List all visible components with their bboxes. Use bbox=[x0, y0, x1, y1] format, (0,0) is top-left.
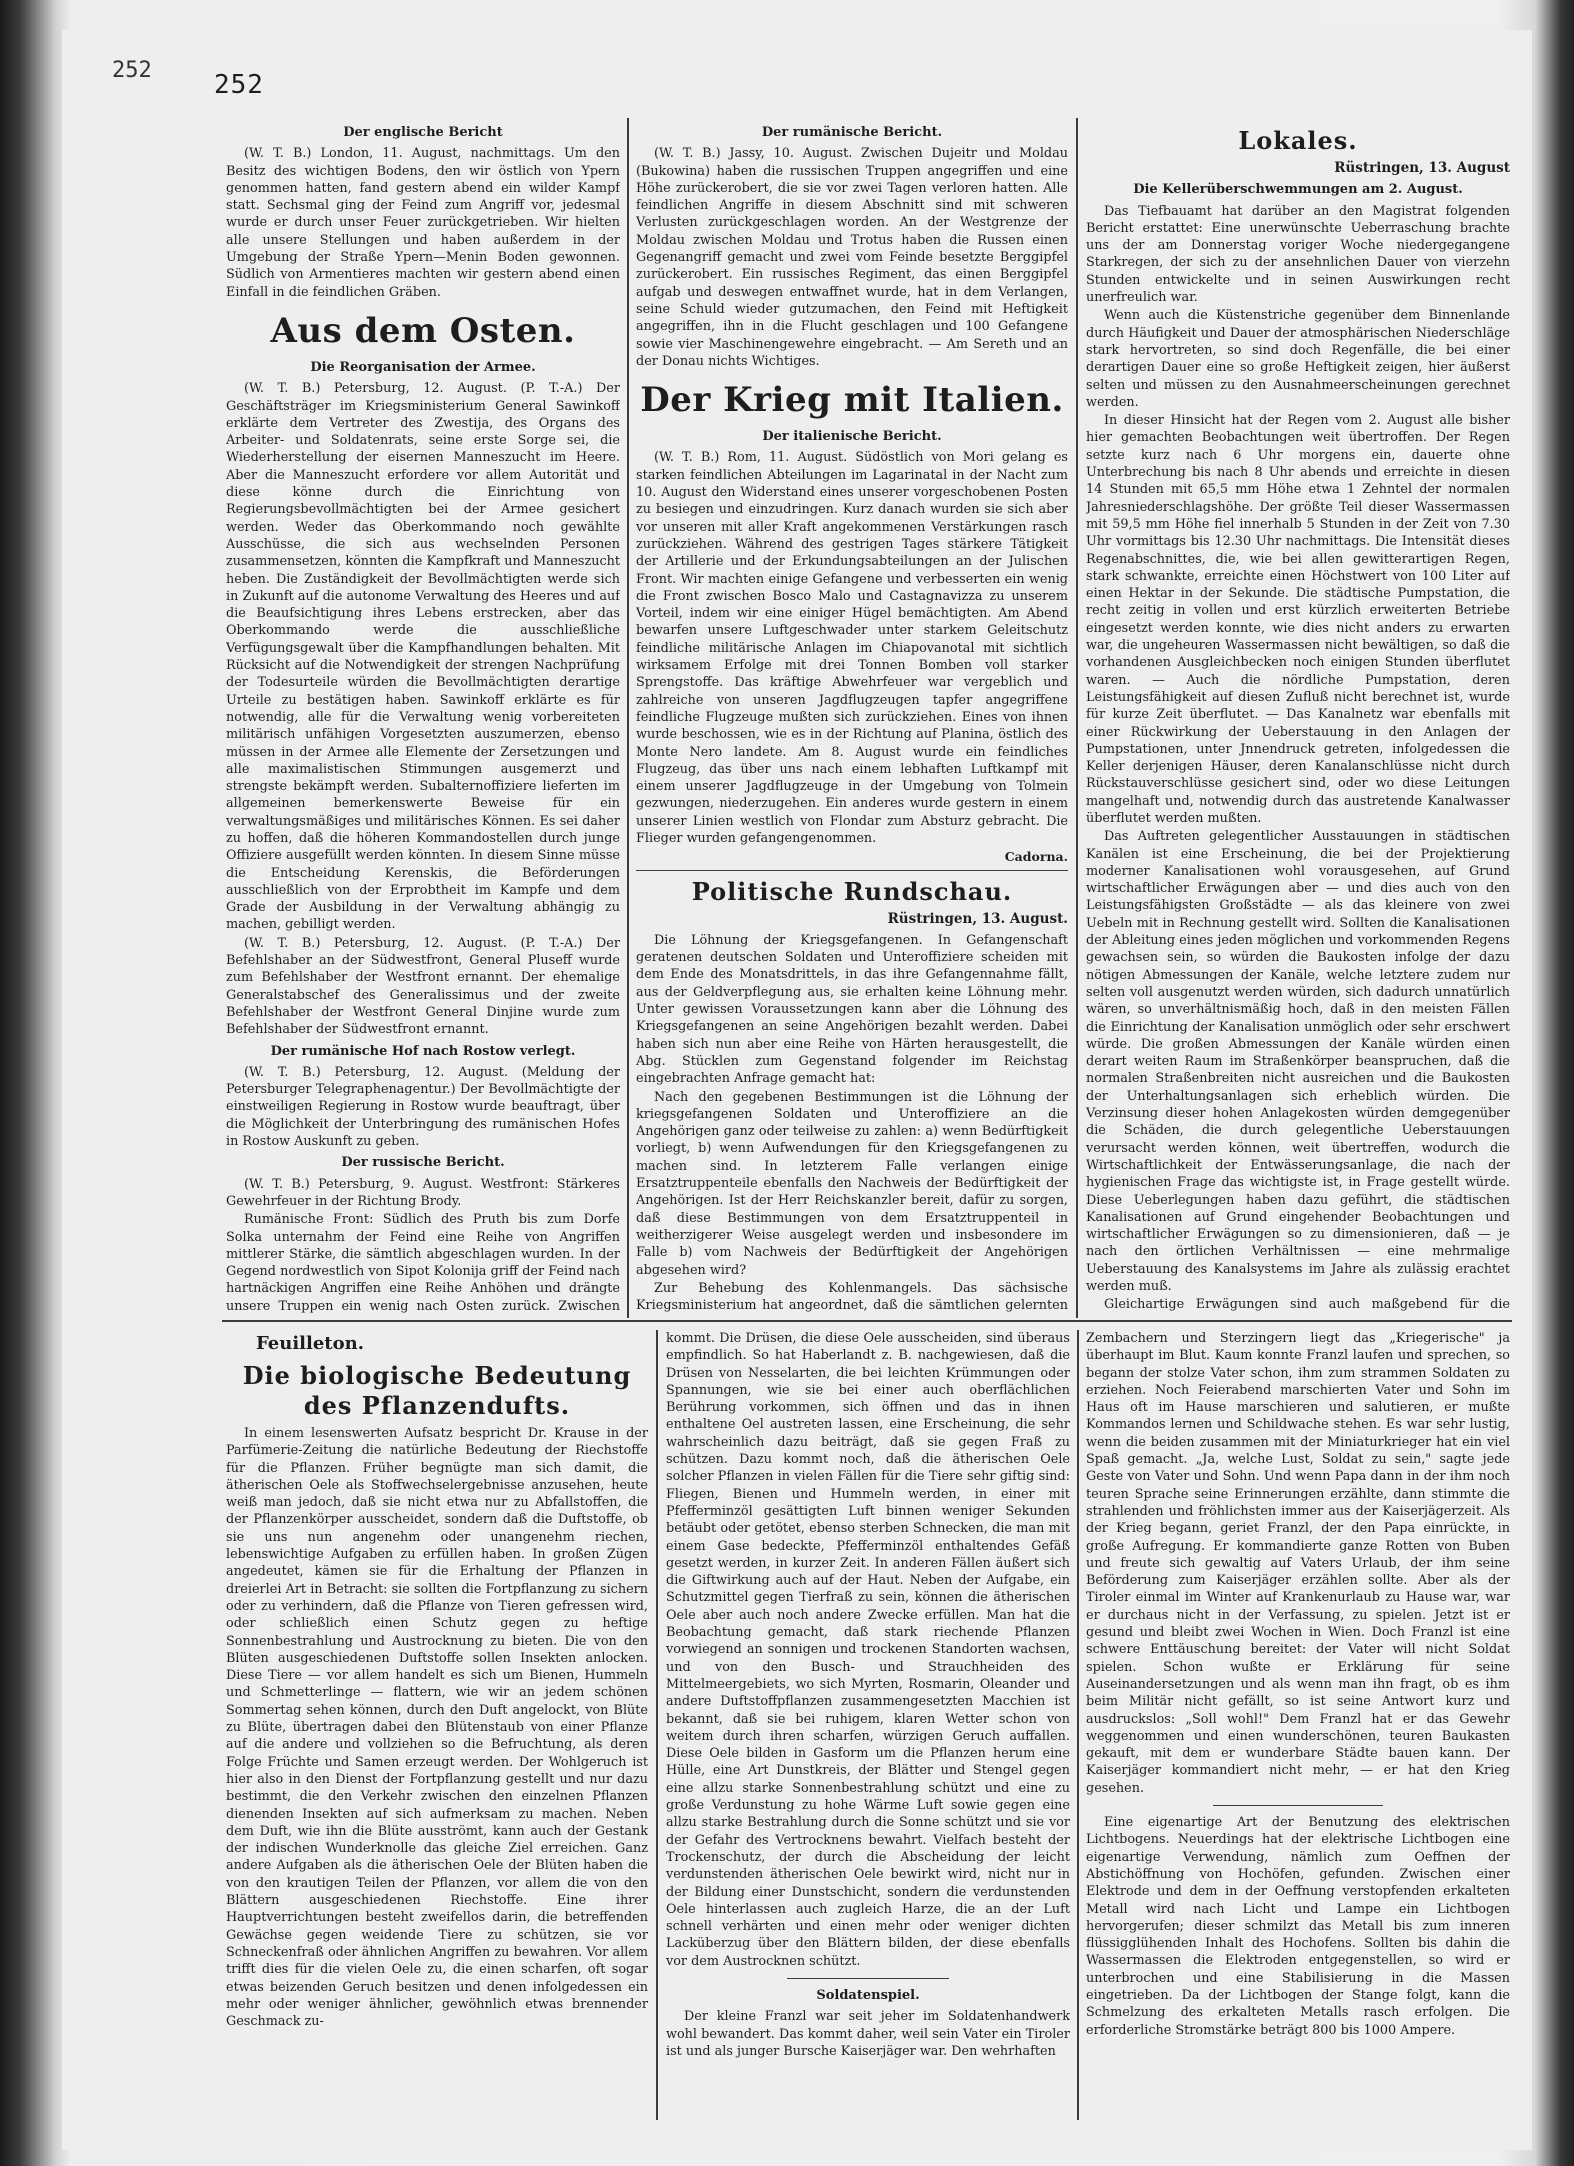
column-rule bbox=[627, 118, 629, 1318]
article-text: Zur Behebung des Kohlenmangels. Das sächsische Kriegsministerium hat angeordnet, daß die sämtlichen gelernten bbox=[636, 1280, 1068, 1314]
heading: Der russische Bericht. bbox=[341, 1155, 505, 1171]
heading: Der rumänische Hof nach Rostow verlegt. bbox=[270, 1043, 576, 1059]
handwritten-page-mark: 252 bbox=[112, 58, 152, 83]
article-text: Das Tiefbauamt hat darüber an den Magistrat folgenden Bericht erstattet: Eine unerwünschte Ueberraschung brachte uns der am Donnerstag voriger Woche niedergegangene Starkregen, der sich zu der ansehnlichen Dauer von vierzehn Stunden entwickelte und in seinen Auswirkungen recht unerfreulich war. bbox=[1086, 203, 1510, 306]
article-text: Gleichartige Erwägungen sind auch maßgebend für die bbox=[1104, 1297, 1510, 1313]
heading: Soldatenspiel. bbox=[816, 1987, 920, 2003]
article-text: Rumänische Front: Südlich des Pruth bis zum Dorfe Solka unternahm der Feind eine Reihe von Angriffen mittlerer Stärke, die sämtlich abgeschlagen wurden. In der Gegend nordwestlich von Sipot Kolonija griff der Feind nach hartnäckigen Angriffen eine Reihe Anhöhen und drängte unsere Truppen ein wenig nach Osten zurück. Zwischen bbox=[226, 1212, 620, 1314]
page-number: 252 bbox=[214, 70, 264, 100]
heading: Die Kellerüberschwemmungen am 2. August. bbox=[1133, 182, 1463, 198]
article-text: Das Auftreten gelegentlicher Ausstauungen in städtischen Kanälen ist eine Erscheinung, die bei der Projektierung moderner Kanalisationen wohl vorausgesehen, auf Grund wirtschaftlicher Erwägungen aber — und dies auch von den Leistungsfähigsten Großstädte — als das kleinere von zwei Uebeln mit in Rechnung gestellt wird. Sollten die Kanalisationen der Ableitung eines jeden möglichen und vorkommenden Regens gewachsen sein, so würden die Baukosten infolge der dazu nötigen Abmessungen der Kanäle, welche letztere zudem nur selten voll ausgenutzt werden würden, sich dadurch unnatürlich wären, so unverhältnismäßig hoch, daß in den meisten Fällen die Einrichtung der Kanalisation unmöglich oder sehr erschwert würde. Die großen Abmessungen der Kanäle würden einen derart weiten Raum im Straßenkörper beanspruchen, daß die normalen Straßenbreiten nicht ausreichen und die Baukosten der Unterhaltungsanlagen sich erheblich würden. Die Verzinsung dieser hohen Anlagekosten würden demgegenüber die Schäden, die durch gelegentliche Ueberstauungen verursacht werden können, weit übertreffen, wodurch die Wirtschaftlichkeit der Entwässerungsanlage, die nach der hygienischen Frage das wichtigste ist, in Frage gestellt würde. Diese Ueberlegungen haben dazu geführt, die städtischen Kanalisationen auf Grund eingehender Beobachtungen und wirtschaftlicher Erwägungen so zu dimensionieren, daß — je nach den örtlichen Verhältnissen — eine mehrmalige Ueberstauung des Kanalsystems im Jahre als zulässig erachtet werden muß. bbox=[1086, 829, 1510, 1294]
main-heading: Der Krieg mit Italien. bbox=[640, 380, 1064, 421]
column-1 bbox=[226, 120, 620, 1316]
article-text: In dieser Hinsicht hat der Regen vom 2. August alle bisher hier gemachten Beobachtungen weit übertroffen. Der Regen setzte kurz nach 6 Uhr morgens ein, dauerte ohne Unterbrechung bis nach 8 Uhr abends und erreichte in diesen 14 Stunden mit 65,5 mm Höhe etwa 1 Zehntel der normalen Jahresniederschlagshöhe. Der größte Teil dieser Wassermassen mit 59,5 mm Höhe fiel innerhalb 5 Stunden in der Zeit von 7.30 Uhr vormittags bis 12.30 Uhr nachmittags. Die Intensität dieses Regenabschnittes, die, wie bei allen gewitterartigen Regen, stark schwankte, erreichte einen Höchstwert von 100 Liter auf einen Hektar in der Sekunde. Die städtische Pumpstation, die recht zeitig in vollen und erst kürzlich erweiterten Betriebe eingesetzt werden konnte, wie dies nicht anders zu erwarten war, die ungeheuren Wassermassen nicht bewältigen, so daß die vorhandenen Ausgleichbecken noch einigen Stunden überflutet waren. — Auch die nördliche Pumpstation, deren Leistungsfähigkeit auf diesen Zufluß nicht berechnet ist, wurde für kurze Zeit überflutet. — Das Kanalnetz war ebenfalls mit einer Rückwirkung der Ueberstauung in den Anlagen der Pumpstationen, unter Jnnendruck getreten, infolgedessen die Keller derjenigen Häuser, deren Kanalanschlüsse nicht durch Rückstauverschlüsse gesichert sind, oder wo diese Leitungen mangelhaft und, notwendig durch das austretende Kanalwasser überflutet werden mußten. bbox=[1086, 413, 1510, 826]
rubric-heading: Feuilleton. bbox=[256, 1333, 364, 1354]
dateline: Rüstringen, 13. August bbox=[1334, 160, 1510, 176]
dateline: Rüstringen, 13. August. bbox=[887, 910, 1068, 927]
main-heading: Aus dem Osten. bbox=[270, 310, 576, 351]
heading: Der rumänische Bericht. bbox=[761, 125, 943, 140]
feuilleton-title: Die biologische Bedeutung des Pflanzendufts. bbox=[242, 1361, 632, 1420]
heading: Der italienische Bericht. bbox=[762, 429, 942, 445]
article-text: (W. T. B.) Petersburg, 12. August. (Meldung der Petersburger Telegraphenagentur.) Der Bevollmächtigte der einstweiligen Regierung in Rostow wurde beauftragt, über die Möglichkeit der Unterbringung des rumänischen Hofes in Rostow Auskunft zu geben. bbox=[226, 1064, 620, 1150]
main-heading: Lokales. bbox=[1238, 126, 1358, 155]
article-text: (W. T. B.) Petersburg, 9. August. Westfront: Stärkeres Gewehrfeuer in der Richtung Brody. bbox=[226, 1176, 620, 1209]
article-text: (W. T. B.) Rom, 11. August. Südöstlich von Mori gelang es starken feindlichen Abteilungen im Lagarinatal in der Nacht zum 10. August den Widerstand eines unserer vorgeschobenen Posten zu besiegen und einzudringen. Kurz danach wurden sie sich aber vor unseren mit aller Kraft angekommenen Verstärkungen rasch zurückziehen. Während des gestrigen Tages stärkere Tätigkeit der Artillerie und der Erkundungsabteilungen an der Julischen Front. Wir machten einige Gefangene und verbesserten ein wenig die Front zwischen Bosco Malo und Castagnavizza zu unserem Vorteil, indem wir eine einiger Hügel bemächtigten. Am Abend bewarfen unsere Luftgeschwader unter starkem Geleitschutz feindliche militärische Anlagen im Chiapovanotal mit sichtlich wirksamem Erfolge mit drei Tonnen Bomben voll starker Sprengstoffe. Das kräftige Abwehrfeuer war vergeblich und zahlreiche von unseren Jagdflugzeugen tapfer angegriffene feindliche Flugzeuge mußten sich zurückziehen. Eines von ihnen wurde beschossen, wie es in der Richtung auf Planina, östlich des Monte Nero landete. Am 8. August wurde ein feindliches Flugzeug, das über uns nach einem lebhaften Luftkampf mit einem unserer Jagdflugzeuge in der Umgebung von Tolmein gezwungen, niederzugehen. Ein anderes wurde gestern in einem unserer Linien westlich von Flondar zum Absturz gebracht. Die Flieger wurden gefangengenommen. bbox=[636, 450, 1068, 846]
column-rule bbox=[1077, 1330, 1079, 2120]
heading: Der englische Bericht bbox=[343, 125, 503, 140]
article-text: (W. T. B.) Petersburg, 12. August. (P. T.-A.) Der Befehlshaber an der Südwestfront, General Pluseff wurde zum Befehlshaber der Westfront ernannt. Der ehemalige Generalstabschef des Generalissimus und der zweite Befehlshaber der Westfront General Dinjine wurde zum Befehlshaber der Südwestfront ernannt. bbox=[226, 935, 620, 1038]
feuilleton-column-3 bbox=[1086, 1330, 1510, 2116]
main-heading: Politische Rundschau. bbox=[691, 876, 1013, 906]
article-text: (W. T. B.) Jassy, 10. August. Zwischen Dujeitr und Moldau (Bukowina) haben die russischen Truppen angegriffen und eine Höhe zurückerobert, die sie vor zwei Tagen verloren hatten. Alle feindlichen Angriffe in diesem Abschnitt sind mit schweren Verlusten zurückgeschlagen worden. An der Westgrenze der Moldau zwischen Moldau und Trotus haben die Russen einen Gegenangriff gemacht und zwei vom Feinde besetzte Berggipfel zurückerobert. Ein russisches Regiment, das einen Berggipfel aufgab und deswegen entwaffnet wurde, hat in dem Verlangen, seine Schuld wieder gutzumachen, den Feind mit Heftigkeit angegriffen, ihn in die Flucht geschlagen und 100 Gefangene sowie vier Maschinengewehre eingebracht. — Am Sereth und an der Donau nichts Wichtiges. bbox=[636, 146, 1068, 369]
article-text: In einem lesenswerten Aufsatz bespricht Dr. Krause in der Parfümerie-Zeitung die natürliche Bedeutung der Riechstoffe für die Pflanzen. Früher begnügte man sich damit, die ätherischen Oele als Stoffwechselergebnisse anzusehen, heute weiß man jedoch, daß sie nicht etwa nur zu Abfallstoffen, die der Pflanzenkörper ausscheidet, sondern daß die Duftstoffe, ob sie uns nun angenehm oder unangenehm riechen, lebenswichtige Aufgaben zu erfüllen haben. In großen Zügen angedeutet, kämen sie für die Erhaltung der Pflanzen in dreierlei Art in Betracht: sie sollten die Fortpflanzung zu sichern oder zu verhindern, daß die Pflanze von Tieren gefressen wird, oder schließlich einen Schutz gegen zu heftige Sonnenbestrahlung und Austrocknung zu bieten. Die von den Blüten ausgeschiedenen Duftstoffe sollen Insekten anlocken. Diese Tiere — vor allem handelt es sich um Bienen, Hummeln und Schmetterlinge — flattern, wie wir an jedem schönen Sommertag sehen können, durch den Duft angelockt, von Blüte zu Blüte, übertragen dabei den Blütenstaub von einer Pflanze auf die andere und vollziehen so die Befruchtung, als deren Folge Früchte und Samen erzeugt werden. Der Wohlgeruch ist hier also in den Dienst der Fortpflanzung gestellt und nur dazu bestimmt, die den Verkehr zwischen den einzelnen Pflanzen dienenden Insekten auf sich aufmerksam zu machen. Neben dem Duft, wie ihn die Blüte ausströmt, kann auch der Gestank der indischen Wunderknolle das gleiche Ziel erreichen. Ganz andere Aufgaben als die ätherischen Oele der Blüten haben die von den krautigen Teilen der Pflanzen, vor allem die von den Blättern ausgeschiedenen Riechstoffe. Eine ihrer Hauptverrichtungen besteht zweifellos darin, die betreffenden Gewächse gegen weidende Tiere zu schützen, sie vor Schneckenfraß oder ähnlichen Angriffen zu bewahren. Vor allem trifft dies für die vielen Oele zu, die einen scharfen, oft sogar etwas beizenden Geruch besitzen und denen infolgedessen ein mehr oder weniger ähnlicher, gewöhnlich etwas brennender Geschmack zu- bbox=[226, 1426, 648, 2030]
section-rule bbox=[1213, 1805, 1383, 1806]
article-text: Nach den gegebenen Bestimmungen ist die Löhnung der kriegsgefangenen Soldaten und Unteroffiziere an die Angehörigen ganz oder teilweise zu zahlen: a) wenn Bedürftigkeit vorliegt, b) wenn Aufwendungen für den Kriegsgefangenen zu machen sind. In letzterem Falle verlangen einige Ersatztruppenteile ebenfalls den Nachweis der Bedürftigkeit der Angehörigen. Ist der Herr Reichskanzler bereit, dafür zu sorgen, daß diese Bestimmungen von dem Ersatztruppenteil in weitherzigerer Weise ausgelegt werden und insbesondere im Falle b) vom Nachweis der Bedürftigkeit der Angehörigen abgesehen wird? bbox=[636, 1089, 1068, 1278]
article-text: (W. T. B.) Petersburg, 12. August. (P. T.-A.) Der Geschäftsträger im Kriegsministerium General Sawinkoff erklärte dem Vertreter des Zwestija, des Organs des Arbeiter- und Soldatenrats, seine erste Sorge sei, die Wiederherstellung der eisernen Manneszucht im Heere. Aber die Manneszucht erfordere vor allem Autorität und diese könne durch die Einrichtung von Regierungsbevollmächtigten bei der Armee gesichert werden. Weder das Oberkommando noch gewählte Ausschüsse, die sich aus wechselnden Personen zusammensetzen, könnten die Kampfkraft und Manneszucht heben. Die Zuständigkeit der Bevollmächtigten werde sich in Zukunft auf die autonome Verwaltung des Heeres und auf die Beaufsichtigung ihres Lebens erstrecken, aber das Oberkommando werde die ausschließliche Verfügungsgewalt über die Kampfhandlungen behalten. Mit Rücksicht auf die Notwendigkeit der strengen Nachprüfung der Todesurteile würden die Bevollmächtigten derartige Urteile zu bestätigen haben. Sawinkoff erklärte es für notwendig, alle für die Verwaltung wenig vorbereiteten militärisch unfähigen Vorgesetzten auszumerzen, ebenso müssen in der Armee alle Elemente der Zersetzungen und alle maximalistischen Stimmungen ausgemerzt und strengste bekämpft werden. Subalternoffiziere lieferten im allgemeinen bemerkenswerte Beweise für ein verwaltungsmäßiges und militärisches Können. Es sei daher zu hoffen, daß die höheren Kommandostellen durch junge Offiziere ausgefüllt werden könnten. In diesem Sinne müsse die Entscheidung Kerenskis, die Beförderungen ausschließlich von der Erprobtheit im Kampfe und dem Grade der Ausbildung in der Verwaltung abhängig zu machen, gebilligt werden. bbox=[226, 381, 620, 933]
section-rule bbox=[636, 870, 1068, 871]
column-2 bbox=[636, 120, 1068, 1316]
article-text: Zembachern und Sterzingern liegt das „Kriegerische" ja überhaupt im Blut. Kaum konnte Franzl laufen und sprechen, so begann der stolze Vater schon, ihm zum strammen Soldaten zu erziehen. Noch Feierabend marschierten Vater und Sohn im Haus oft im Hause marschieren und salutieren, er mußte Kommandos lernen und Schildwache stehen. Es war sehr lustig, wenn die beiden zusammen mit der Miniaturkrieger hat ein viel Spaß gemacht. „Ja, welche Lust, Soldat zu sein," sagte jede Geste von Vater und Sohn. Und wenn Papa dann in der ihm noch teuren Sprache seine Erinnerungen erzählte, dann stimmte die strahlenden und fröhlichsten immer aus der Kaiserjägerzeit. Als der Krieg begann, geriet Franzl, der den Papa einrückte, in große Aufregung. Er kommandierte ganze Rotten von Buben und freute sich gewaltig auf Vaters Urlaub, der ihm seine Beförderung zum Kaiserjäger erzählen sollte. Aber als der Tiroler einmal im Winter auf Krankenurlaub zu Hause war, war er durchaus nicht in der Verfassung, zu spielen. Jetzt ist er gesund und bleibt zwei Wochen in Wien. Doch Franzl ist eine schwere Enttäuschung bereitet: der Vater will nicht Soldat spielen. Schon wußte er Erklärung für seine Auseinandersetzungen und als wenn man ihn fragt, ob es ihm beim Militär nicht gefällt, so ist seine Antwort kurz und ausdruckslos: „Soll wohl!" Dem Franzl hat er das Gewehr weggenommen und einen wunderschönen, teuren Baukasten gekauft, mit dem er wunderbare Städte bauen kann. Der Kaiserjäger kommandiert nicht mehr, — er hat den Krieg gesehen. bbox=[1086, 1331, 1510, 1796]
article-text: Die Löhnung der Kriegsgefangenen. In Gefangenschaft geratenen deutschen Soldaten und Unteroffiziere scheiden mit dem Ende des Monatsdrittels, in das ihre Gefangennahme fällt, aus der Geldverpflegung aus, sie erhalten keine Löhnung mehr. Unter gewissen Voraussetzungen kann aber die Löhnung des Kriegsgefangenen an seine Angehörigen bezahlt werden. Dabei haben sich nun aber eine Reihe von Härten herausgestellt, die Abg. Stücklen zum Gegenstand folgender im Reichstag eingebrachten Anfrage gemacht hat: bbox=[636, 932, 1068, 1087]
signature: Cadorna. bbox=[1004, 849, 1068, 865]
feuilleton-column-1 bbox=[226, 1330, 648, 2116]
article-text: Eine eigenartige Art der Benutzung des elektrischen Lichtbogens. Neuerdings hat der elektrische Lichtbogen eine eigenartige Verwendung, nämlich zum Oeffnen der Abstichöffnung von Hochöfen, gefunden. Zwischen einer Elektrode und dem in der Oeffnung verstopfenden erkalteten Metall wird nach Licht und Lampe ein Lichtbogen hervorgerufen; dieser schmilzt das Metall bis zum inneren flüssigglühenden Inhalt des Hochofens. Sollten bis dahin die Wassermassen die Elektroden entgegenstellen, so wird er unterbrochen und eine Stabilisierung in die Massen eingetrieben. Da der Lichtbogen der Stange folgt, kann die Schmelzung des erkalteten Metalls rasch erfolgen. Die erforderliche Stromstärke beträgt 800 bis 1000 Ampere. bbox=[1086, 1815, 1510, 2038]
section-rule bbox=[222, 1320, 1512, 1322]
column-rule bbox=[1076, 118, 1078, 1318]
article-text: kommt. Die Drüsen, die diese Oele ausscheiden, sind überaus empfindlich. So hat Haberlandt z. B. nachgewiesen, daß die Drüsen von Nesselarten, die bei leichten Krümmungen oder Spannungen, wie sie bei einer auch oberflächlichen Berührung vorkommen, sich öffnen und das in ihnen enthaltene Oel austreten lassen, eine Erscheinung, die sehr wahrscheinlich dazu beiträgt, daß sie gegen Fraß zu schützen. Dazu kommt noch, daß die ätherischen Oele solcher Pflanzen in vielen Fällen für die Tiere sehr giftig sind: Fliegen, Bienen und Hummeln werden, in einer mit Pfefferminzöl gesättigten Luft binnen weniger Sekunden betäubt oder getötet, ebenso sterben Schnecken, die man mit einem Gase bedeckte, Pfefferminzöl enthaltendes Gefäß gesetzt werden, in kurzer Zeit. In anderen Fällen äußert sich die Giftwirkung auch auf der Haut. Neben der Aufgabe, ein Schutzmittel gegen Tierfraß zu sein, können die ätherischen Oele aber auch noch andere Zwecke erfüllen. Man hat die Beobachtung gemacht, daß stark riechende Pflanzen vorwiegend an sonnigen und trockenen Standorten wachsen, und von den Busch- und Strauchheiden des Mittelmeergebiets, wo sich Myrten, Rosmarin, Oleander und andere Duftstoffpflanzen zusammengesetzten Macchien ist bekannt, daß sie bei ruhigem, klaren Wetter schon von weitem durch ihren scharfen, würzigen Geruch auffallen. Diese Oele bilden in Gasform um die Pflanzen herum eine Hülle, eine Art Dunstkreis, der Blätter und Stengel gegen eine allzu starke Sonnenbestrahlung schützt und eine zu große Verdunstung zu hohe Wärme Luft sowie gegen eine allzu starke Bestrahlung durch die Sonne schützt und sie vor der Gefahr des Vertrocknens bewahrt. Vielfach besteht der Trockenschutz, der durch die Abscheidung der leicht verdunstenden ätherischen Oele bewirkt wird, nicht nur in der Bildung einer Dunstschicht, sondern die verdunstenden Oele hinterlassen auch zugleich Harze, die an der Luft schnell verhärten und einen mehr oder weniger dichten Lacküberzug über den Blättern bilden, der diese ebenfalls vor dem Austrocknen schützt. bbox=[666, 1331, 1070, 1969]
section-rule bbox=[787, 1978, 949, 1979]
article-text: Der kleine Franzl war seit jeher im Soldatenhandwerk wohl bewandert. Das kommt daher, weil sein Vater ein Tiroler ist und als junger Bursche Kaiserjäger war. Den wehrhaften bbox=[666, 2009, 1070, 2059]
article-text: Wenn auch die Küstenstriche gegenüber dem Binnenlande durch Häufigkeit und Dauer der atmosphärischen Niederschläge stark hervortreten, so sind doch Regenfälle, die bei einer derartigen Dauer eine so große Heftigkeit zeigen, hier äußerst selten und müssen zu den Ausnahmeerscheinungen gerechnet werden. bbox=[1086, 308, 1510, 410]
heading: Die Reorganisation der Armee. bbox=[310, 359, 536, 375]
article-text: (W. T. B.) London, 11. August, nachmittags. Um den Besitz des wichtigen Bodens, den wir östlich von Ypern genommen hatten, fand gestern abend ein wilder Kampf statt. Sechsmal ging der Feind zum Angriff vor, jedesmal wurde er durch unser Feuer zurückgetrieben. Wir hielten alle unsere Stellungen und haben außerdem in der Umgebung der Straße Ypern—Menin Boden gewonnen. Südlich von Armentieres machten wir gestern abend einen Einfall in die feindlichen Gräben. bbox=[226, 146, 620, 300]
column-3 bbox=[1086, 120, 1510, 1316]
feuilleton-column-2 bbox=[666, 1330, 1070, 2116]
column-rule bbox=[656, 1330, 658, 2120]
